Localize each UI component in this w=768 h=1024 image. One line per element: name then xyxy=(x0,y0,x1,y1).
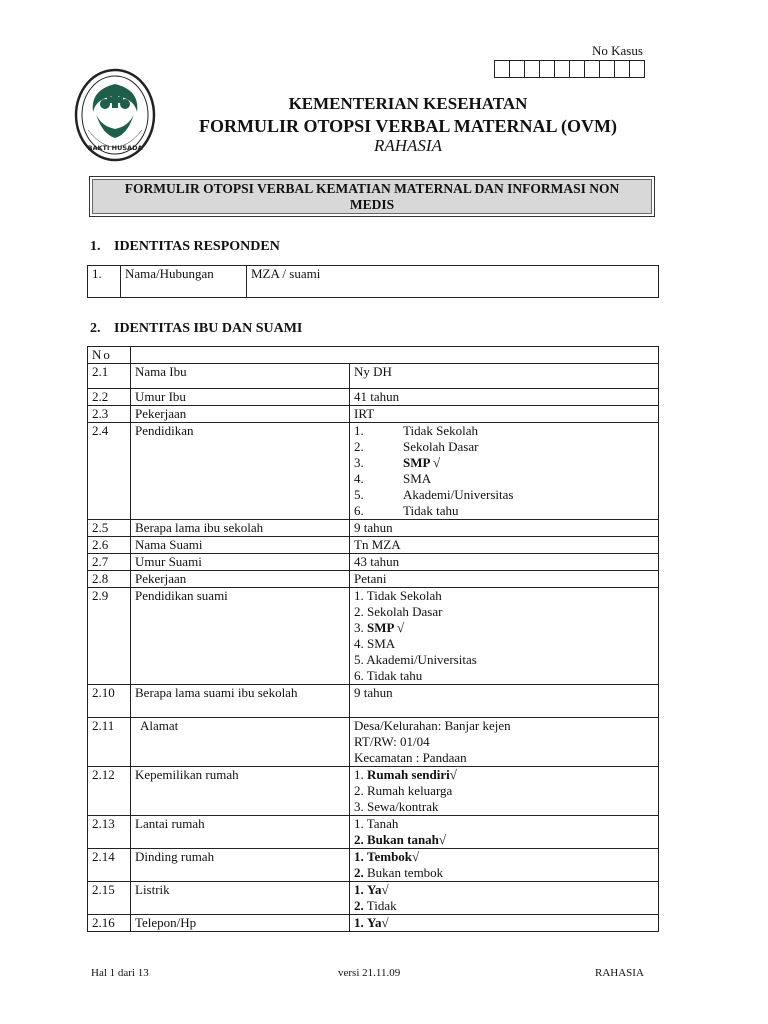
version-label: versi 21.11.09 xyxy=(338,967,401,979)
confidential-label: RAHASIA xyxy=(374,136,442,155)
house-ownership-options[interactable]: 1. Rumah sendiri√ 2. Rumah keluarga 3. Sewa/kontrak xyxy=(350,767,659,816)
table-row: 1. Nama/Hubungan MZA / suami xyxy=(88,266,659,298)
table-row: 2.9 Pendidikan suami 1. Tidak Sekolah 2. Sekolah Dasar 3. SMP √ 4. SMA 5. Akademi/Universitas 6. Tidak tahu xyxy=(88,588,659,685)
table-row: No xyxy=(88,347,659,364)
table-row: 2.13 Lantai rumah 1. Tanah 2. Bukan tanah√ xyxy=(88,816,659,849)
form-title-box xyxy=(89,176,655,217)
table-row: 2.11 Alamat Desa/Kelurahan: Banjar kejen RT/RW: 01/04 Kecamatan : Pandaan xyxy=(88,718,659,767)
table-row: 2.2 Umur Ibu 41 tahun xyxy=(88,389,659,406)
wall-options[interactable]: 1. Tembok√ 2. Bukan tembok xyxy=(350,849,659,882)
mother-education-options[interactable]: 1. Tidak Sekolah 2. Sekolah Dasar 3. SMP √ 4. SMA 5. Akademi/Universitas 6. Tidak tahu xyxy=(350,423,659,520)
logo-text: BAKTI HUSADA xyxy=(87,144,143,152)
no-kasus-boxes[interactable] xyxy=(494,60,645,78)
table-row: 2.16 Telepon/Hp 1. Ya√ xyxy=(88,915,659,932)
mother-name-value[interactable]: Ny DH xyxy=(350,364,659,389)
table-row: 2.10 Berapa lama suami ibu sekolah 9 tahun xyxy=(88,685,659,718)
table-row: 2.5 Berapa lama ibu sekolah 9 tahun xyxy=(88,520,659,537)
respondent-label: Nama/Hubungan xyxy=(121,266,247,298)
husband-education-options[interactable]: 1. Tidak Sekolah 2. Sekolah Dasar 3. SMP √ 4. SMA 5. Akademi/Universitas 6. Tidak tahu xyxy=(350,588,659,685)
table-row: 2.15 Listrik 1. Ya√ 2. Tidak xyxy=(88,882,659,915)
husband-name-value[interactable]: Tn MZA xyxy=(350,537,659,554)
mother-job-value[interactable]: IRT xyxy=(350,406,659,423)
table-row: 2.1 Nama Ibu Ny DH xyxy=(88,364,659,389)
floor-options[interactable]: 1. Tanah 2. Bukan tanah√ xyxy=(350,816,659,849)
no-kasus-label: No Kasus xyxy=(592,43,643,58)
table-row: 2.6 Nama Suami Tn MZA xyxy=(88,537,659,554)
page-number: Hal 1 dari 13 xyxy=(91,967,149,979)
table-row: 2.12 Kepemilikan rumah 1. Rumah sendiri√ 2. Rumah keluarga 3. Sewa/kontrak xyxy=(88,767,659,816)
table-row: 2.7 Umur Suami 43 tahun xyxy=(88,554,659,571)
table-row: 2.8 Pekerjaan Petani xyxy=(88,571,659,588)
electricity-options[interactable]: 1. Ya√ 2. Tidak xyxy=(350,882,659,915)
table-row: 2.4 Pendidikan 1. Tidak Sekolah 2. Sekolah Dasar 3. SMP √ 4. SMA 5. Akademi/Universitas 6. Tidak tahu xyxy=(88,423,659,520)
address-value[interactable]: Desa/Kelurahan: Banjar kejen RT/RW: 01/04 Kecamatan : Pandaan xyxy=(350,718,659,767)
mother-age-value[interactable]: 41 tahun xyxy=(350,389,659,406)
ministry-title: KEMENTERIAN KESEHATAN xyxy=(288,94,528,113)
section-2-heading: 2. IDENTITAS IBU DAN SUAMI xyxy=(90,321,303,336)
form-title-line2: MEDIS xyxy=(349,197,395,212)
footer-confidential: RAHASIA xyxy=(595,967,644,979)
respondent-value[interactable]: MZA / suami xyxy=(247,266,659,298)
section-1-heading: 1. IDENTITAS RESPONDEN xyxy=(90,239,280,254)
form-title-line1: FORMULIR OTOPSI VERBAL KEMATIAN MATERNAL DAN INFORMASI NON xyxy=(124,181,620,196)
form-main-title: FORMULIR OTOPSI VERBAL MATERNAL (OVM) xyxy=(198,116,618,136)
table-row: 2.3 Pekerjaan IRT xyxy=(88,406,659,423)
mother-husband-table xyxy=(87,346,659,932)
table-row: 2.14 Dinding rumah 1. Tembok√ 2. Bukan tembok xyxy=(88,849,659,882)
respondent-table xyxy=(87,265,659,298)
phone-options[interactable]: 1. Ya√ xyxy=(350,915,659,932)
